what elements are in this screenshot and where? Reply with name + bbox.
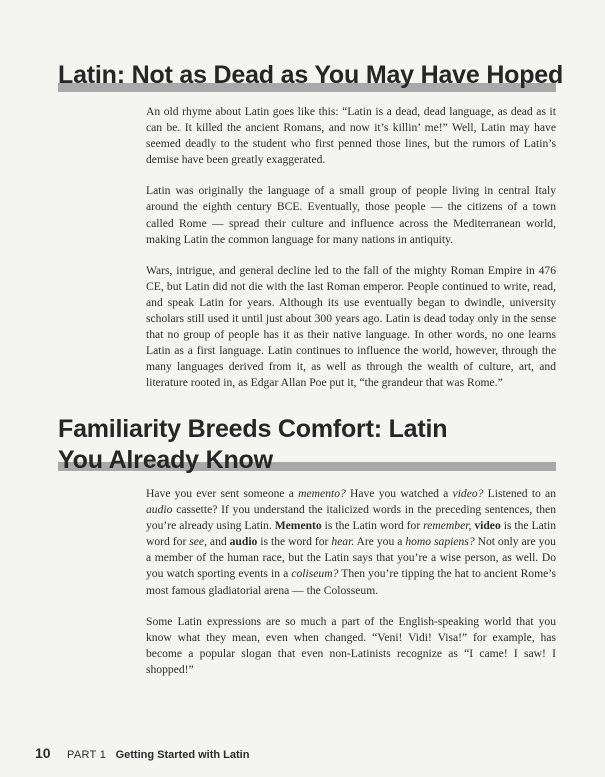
text-run: Wars, intrigue, and general decline led to the fall of the mighty Roman Empire in 476 CE, but Latin did not die with the last Roman emperor. People continued to write, read, and speak Latin for years. Although its use eventually began to dwindle, university scholars still used it until just about 300 years ago. Latin is dead today only in the sense that no group of people has it as their native language. In other words, no one learns Latin as a first language. Latin continues to influence the world, however, through the many languages derived from it, as well as through the wealth of culture, art, and literature rooted in, as Edgar Allan Poe put it, “the grandeur that was Rome.” [146, 263, 556, 390]
text-run: Listened to an [483, 487, 556, 500]
bold-term: Memento [274, 519, 322, 533]
text-run: is the word for [257, 535, 332, 549]
text-run: An old rhyme about Latin goes like this: “Latin is a dead, dead language, as dead as it can be. It killed the ancient Romans, and now it’s killin’ me!” Well, Latin may have seemed deadly to the student who first penned those lines, but the rumors of Latin’s demise have been greatly exaggerated. [146, 105, 556, 167]
text-run: and [206, 535, 230, 549]
text-run: cassette? If you understand the italicized words in the preceding sentences, then you’re already using Latin. [146, 503, 556, 533]
italic-term: audio [146, 503, 173, 517]
section-body-1 [146, 104, 556, 407]
italic-term: homo sapiens? [405, 535, 475, 549]
chapter-title: Getting Started with Latin [115, 749, 250, 761]
text-run: Are you a [354, 535, 406, 549]
italic-term: hear. [331, 535, 355, 549]
text-run: Have you ever sent someone a [146, 487, 299, 500]
italic-term: video? [452, 487, 484, 500]
page-footer [35, 745, 249, 763]
italic-term: coliseum? [291, 567, 339, 581]
italic-term: memento? [298, 487, 346, 500]
italic-term: see, [189, 535, 207, 549]
bold-term: video [474, 519, 501, 533]
paragraph [146, 614, 556, 678]
section-heading-1: Latin: Not as Dead as You May Have Hoped [58, 61, 564, 89]
section-heading-2-line-2: You Already Know [58, 446, 273, 474]
text-run: is the Latin word for [146, 519, 556, 549]
paragraph [146, 104, 556, 168]
text-run: Not only are you a member of the human race, but the Latin says that you’re a wise person, as well. Do you watch sporting events in a [146, 535, 556, 581]
part-label: PART 1 [67, 749, 107, 761]
section-heading-2-line-1: Familiarity Breeds Comfort: Latin [58, 415, 448, 443]
text-run: is the Latin word for [321, 519, 424, 533]
section-body-2 [146, 486, 556, 693]
text-run: Then you’re tipping the hat to ancient Rome’s most famous gladiatorial arena — the Colosseum. [146, 567, 557, 597]
page-number: 10 [35, 745, 51, 761]
paragraph [146, 263, 556, 392]
paragraph [146, 486, 556, 599]
paragraph [146, 183, 556, 247]
text-run: Latin was originally the language of a small group of people living in central Italy around the eighth century BCE. Eventually, those people — the citizens of a town called Rome — spread their culture and influence across the Mediterranean world, making Latin the common language for many nations in antiquity. [146, 184, 556, 246]
section-heading-2 [58, 414, 447, 476]
text-run: Have you watched a [345, 487, 453, 500]
italic-term: remember, [423, 519, 472, 533]
text-run: Some Latin expressions are so much a part of the English-speaking world that you know what they mean, even when changed. “Veni! Vidi! Visa!” for example, has become a popular slogan that even non-Latinists recognize as “I came! I saw! I shopped!” [146, 614, 556, 676]
bold-term: audio [229, 535, 258, 549]
